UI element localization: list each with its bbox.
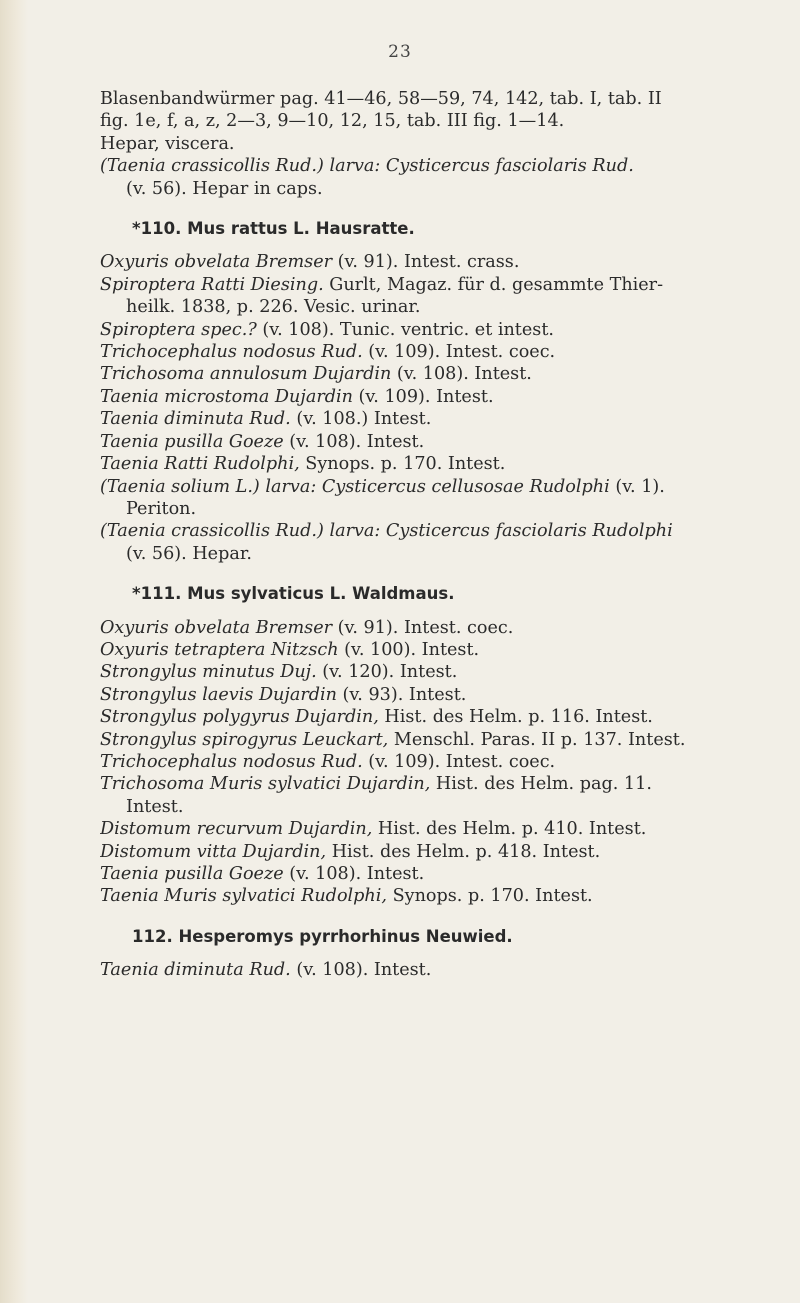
taxon-name: Taenia microstoma Dujardin [100,386,353,407]
taxon-name: Trichocephalus nodosus Rud. [100,342,363,363]
entry-continuation: Intest. [126,796,184,817]
taxon-name: Strongylus laevis Dujardin [100,684,337,705]
taxon-name: Strongylus polygyrus Dujardin, [100,707,379,728]
entry-details: (v. 109). Intest. coec. [362,751,556,772]
parasite-entry [100,476,740,498]
entry-list-mus-rattus [100,251,740,565]
entry-details: (v. 108). Intest. [290,960,432,981]
entry-details: Hist. des Helm. p. 410. Intest. [372,819,647,840]
entry-details: Hist. des Helm. pag. 11. [430,774,652,795]
entry-details: (v. 108). Intest. [283,864,425,884]
entry-details: (v. 108). Intest. [283,431,425,452]
parasite-entry [100,617,740,639]
parasite-entry [100,706,740,728]
taxon-name: Trichosoma annulosum Dujardin [100,364,392,385]
taxon-name: Strongylus spirogyrus Leuckart, [100,729,389,750]
taxon-name: Distomum vitta Dujardin, [100,841,327,862]
taxon-name: Oxyuris obvelata Bremser [100,252,333,273]
parasite-entry [100,319,740,341]
entry-continuation: Periton. [126,498,197,519]
taxon-name: Trichosoma Muris sylvatici Dujardin, [100,774,431,795]
parasite-entry [100,751,740,773]
parasite-entry [100,520,740,542]
parasite-entry [100,773,740,795]
text-line: (Taenia crassicollis Rud.) larva: Cysticercus fasciolaris Rud. [100,156,634,177]
document-body [100,88,740,982]
entry-details: (v. 1). [609,476,665,497]
page-binding-edge [0,0,28,1303]
parasite-entry [100,341,740,363]
entry-continuation: heilk. 1838, p. 226. Vesic. urinar. [126,297,421,318]
text-line: Blasenbandwürmer pag. 41—46, 58—59, 74, 142, tab. I, tab. II [100,89,662,109]
parasite-entry [100,661,740,683]
parasite-entry [100,639,740,661]
parasite-entry [100,386,740,408]
entry-details: (v. 109). Intest. [352,386,494,407]
entry-details: (v. 120). Intest. [316,662,458,683]
entry-details: (v. 100). Intest. [338,639,480,660]
entry-details: Hist. des Helm. p. 418. Intest. [326,841,601,862]
entry-list-hesperomys [100,959,740,981]
entry-details: (v. 108). Tunic. ventric. et intest. [256,319,554,340]
taxon-name: Taenia pusilla Goeze [100,431,284,452]
taxon-name: (Taenia solium L.) larva: Cysticercus cellusosae Rudolphi [100,476,610,497]
entry-list-mus-sylvaticus [100,617,740,908]
entry-details: Hist. des Helm. p. 116. Intest. [378,707,653,728]
taxon-name: Taenia diminuta Rud. [100,409,291,430]
parasite-entry [100,863,740,885]
taxon-name: Taenia Ratti Rudolphi, [100,454,300,475]
entry-details: Gurlt, Magaz. für d. gesammte Thier- [323,274,664,295]
parasite-entry [100,885,740,907]
entry-details: (v. 91). Intest. coec. [332,617,514,638]
taxon-name: Taenia Muris sylvatici Rudolphi, [100,886,387,907]
taxon-name: Spiroptera spec.? [100,319,257,340]
parasite-entry [100,431,740,453]
page-number: 23 [388,42,412,62]
parasite-entry [100,959,740,981]
parasite-entry [100,684,740,706]
parasite-entry [100,274,740,296]
section-heading-hesperomys: 112. Hesperomys pyrrhorhinus Neuwied. [132,926,513,946]
parasite-entry [100,408,740,430]
entry-details: (v. 108). Intest. [391,364,532,385]
entry-details: Menschl. Paras. II p. 137. Intest. [388,729,686,750]
taxon-name: Oxyuris tetraptera Nitzsch [100,639,339,660]
parasite-entry [100,251,740,273]
section-heading-mus-sylvaticus: *111. Mus sylvaticus L. Waldmaus. [132,584,455,604]
taxon-name: Taenia diminuta Rud. [100,960,291,981]
parasite-entry [100,453,740,475]
taxon-name: Taenia pusilla Goeze [100,864,284,884]
text-line: Hepar, viscera. [100,133,235,154]
text-line: (v. 56). Hepar in caps. [126,178,323,199]
taxon-name: Distomum recurvum Dujardin, [100,819,373,840]
section-heading-mus-rattus: *110. Mus rattus L. Hausratte. [132,219,415,239]
taxon-name: Strongylus minutus Duj. [100,662,317,683]
entry-details: (v. 108.) Intest. [290,409,432,430]
entry-details: (v. 109). Intest. coec. [362,342,556,363]
parasite-entry [100,363,740,385]
parasite-entry [100,729,740,751]
taxon-name: Oxyuris obvelata Bremser [100,617,333,638]
taxon-name: Trichocephalus nodosus Rud. [100,751,363,772]
entry-details: (v. 91). Intest. crass. [332,252,520,273]
entry-continuation: (v. 56). Hepar. [126,543,252,564]
taxon-name: (Taenia crassicollis Rud.) larva: Cysticercus fasciolaris Rudolphi [100,521,673,542]
parasite-entry [100,841,740,863]
entry-details: Synops. p. 170. Intest. [386,886,593,907]
taxon-name: Spiroptera Ratti Diesing. [100,274,324,295]
parasite-entry [100,818,740,840]
entry-details: Synops. p. 170. Intest. [299,454,506,475]
text-line: fig. 1e, f, a, z, 2—3, 9—10, 12, 15, tab. III fig. 1—14. [100,111,565,132]
entry-details: (v. 93). Intest. [336,684,467,705]
